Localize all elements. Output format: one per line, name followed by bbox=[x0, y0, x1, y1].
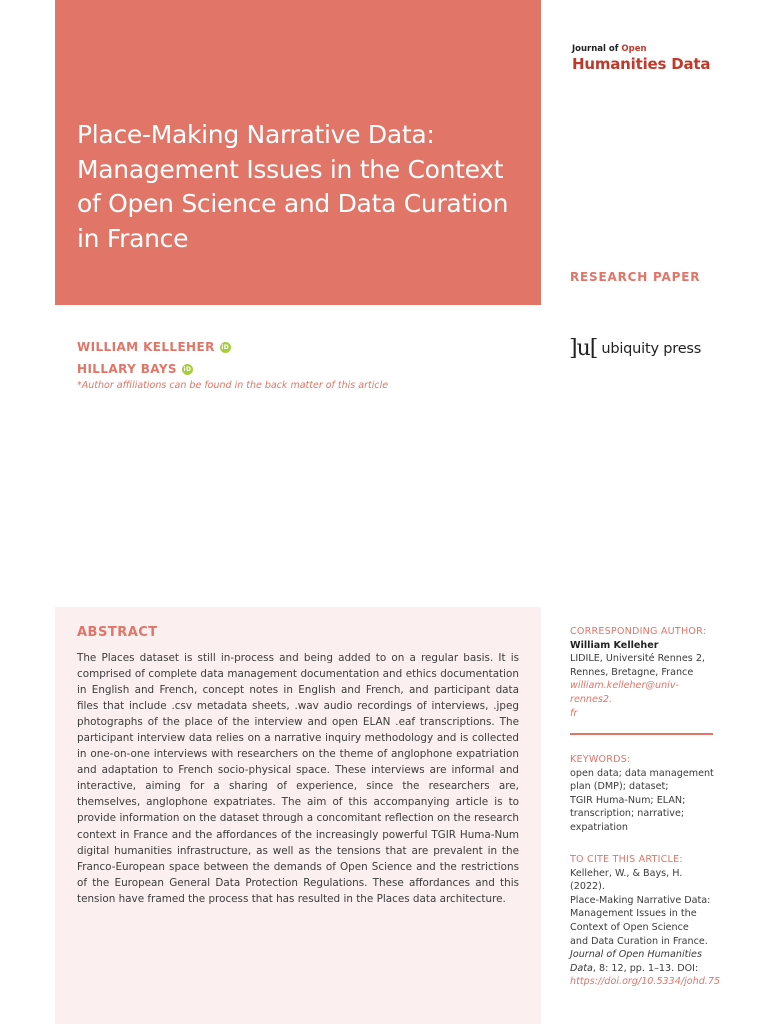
citation-line: Kelleher, W., & Bays, H. (2022). bbox=[570, 867, 683, 893]
corresponding-author-label: CORRESPONDING AUTHOR: bbox=[570, 626, 707, 637]
keywords-block bbox=[570, 753, 715, 835]
citation-volume bbox=[570, 962, 715, 976]
email-link[interactable]: fr bbox=[570, 707, 578, 719]
keywords-line: transcription; narrative; bbox=[570, 808, 685, 820]
paper-type-label: RESEARCH PAPER bbox=[570, 270, 701, 284]
affiliation-line: LIDILE, Université Rennes 2, bbox=[570, 653, 705, 665]
abstract-heading: ABSTRACT bbox=[77, 625, 158, 640]
keywords-line: open data; data management bbox=[570, 767, 714, 779]
keywords-line: expatriation bbox=[570, 821, 629, 833]
journal-logo[interactable] bbox=[572, 44, 710, 73]
author-name[interactable]: WILLIAM KELLEHER bbox=[77, 340, 215, 354]
section-divider bbox=[570, 733, 713, 735]
journal-name-small: Journal of Open bbox=[572, 44, 647, 54]
corresponding-author-name: William Kelleher bbox=[570, 639, 659, 651]
corresponding-author-block bbox=[570, 625, 715, 720]
ubiquity-logo-icon: ]u[ bbox=[569, 336, 598, 361]
author-name[interactable]: HILLARY BAYS bbox=[77, 362, 177, 376]
abstract-section bbox=[55, 607, 541, 1024]
abstract-text: The Places dataset is still in-process and being added to on a regular basis. It is comprised of complete data management documentation and ethics documentation in English and French, concept notes in English and French, and participant data files that include .csv metadata sheets, .wav audio recordings of interviews, .jpeg photographs of the place of the interview and open ELAN .eaf transcriptions. The participant interview data relies on a narrative inquiry methodology and is collected in one-on-one interviews with researchers on the theme of anglophone expatriation and adaptation to French socio-physical space. These interviews are informal and interactive, aiming for a sharing of experience, since the researchers are, themselves, anglophone expatriates. The aim of this accompanying article is to provide information on the dataset through a concomitant reflection on the research context in France and the affordances of the increasingly powerful TGIR Huma-Num digital humanities infrastructure, as well as the tensions that are prevalent in the Franco-European space between the demands of Open Science and the restrictions of the European General Data Protection Regulations. These affordances and this tension have framed the process that has resulted in the Places data architecture. bbox=[77, 652, 519, 905]
citation-label: TO CITE THIS ARTICLE: bbox=[570, 854, 683, 865]
orcid-icon[interactable]: iD bbox=[183, 365, 192, 373]
citation-pages: , 8: 12, pp. 1–13. DOI: bbox=[592, 962, 699, 974]
keywords-label: KEYWORDS: bbox=[570, 754, 631, 765]
citation-block bbox=[570, 853, 721, 989]
email-link[interactable]: william.kelleher@univ-rennes2. bbox=[570, 680, 679, 705]
keywords-line: TGIR Huma-Num; ELAN; bbox=[570, 794, 686, 806]
doi-link[interactable]: https://doi.org/10.5334/johd.75 bbox=[570, 976, 721, 988]
citation-line: Context of Open Science bbox=[570, 921, 689, 933]
article-title: Place-Making Narrative Data: Management Issues in the Context of Open Science and Data Curation in France bbox=[77, 120, 509, 253]
author-item bbox=[77, 358, 231, 380]
citation-journal-cont: Data bbox=[570, 962, 593, 974]
orcid-icon[interactable]: iD bbox=[221, 343, 230, 351]
keywords-line: plan (DMP); dataset; bbox=[570, 781, 669, 793]
publisher-logo[interactable] bbox=[569, 336, 701, 361]
affiliation-note: *Author affiliations can be found in the back matter of this article bbox=[77, 380, 389, 391]
title-banner bbox=[55, 0, 541, 305]
affiliation-line: Rennes, Bretagne, France bbox=[570, 666, 694, 678]
citation-line: Management Issues in the bbox=[570, 908, 697, 920]
citation-line: and Data Curation in France. bbox=[570, 935, 708, 947]
citation-journal: Journal of Open Humanities bbox=[570, 949, 702, 961]
author-item bbox=[77, 336, 231, 358]
author-list bbox=[77, 336, 231, 380]
citation-line: Place-Making Narrative Data: bbox=[570, 894, 711, 906]
journal-name-large: Humanities Data bbox=[572, 55, 711, 73]
publisher-name: ubiquity press bbox=[601, 340, 702, 357]
